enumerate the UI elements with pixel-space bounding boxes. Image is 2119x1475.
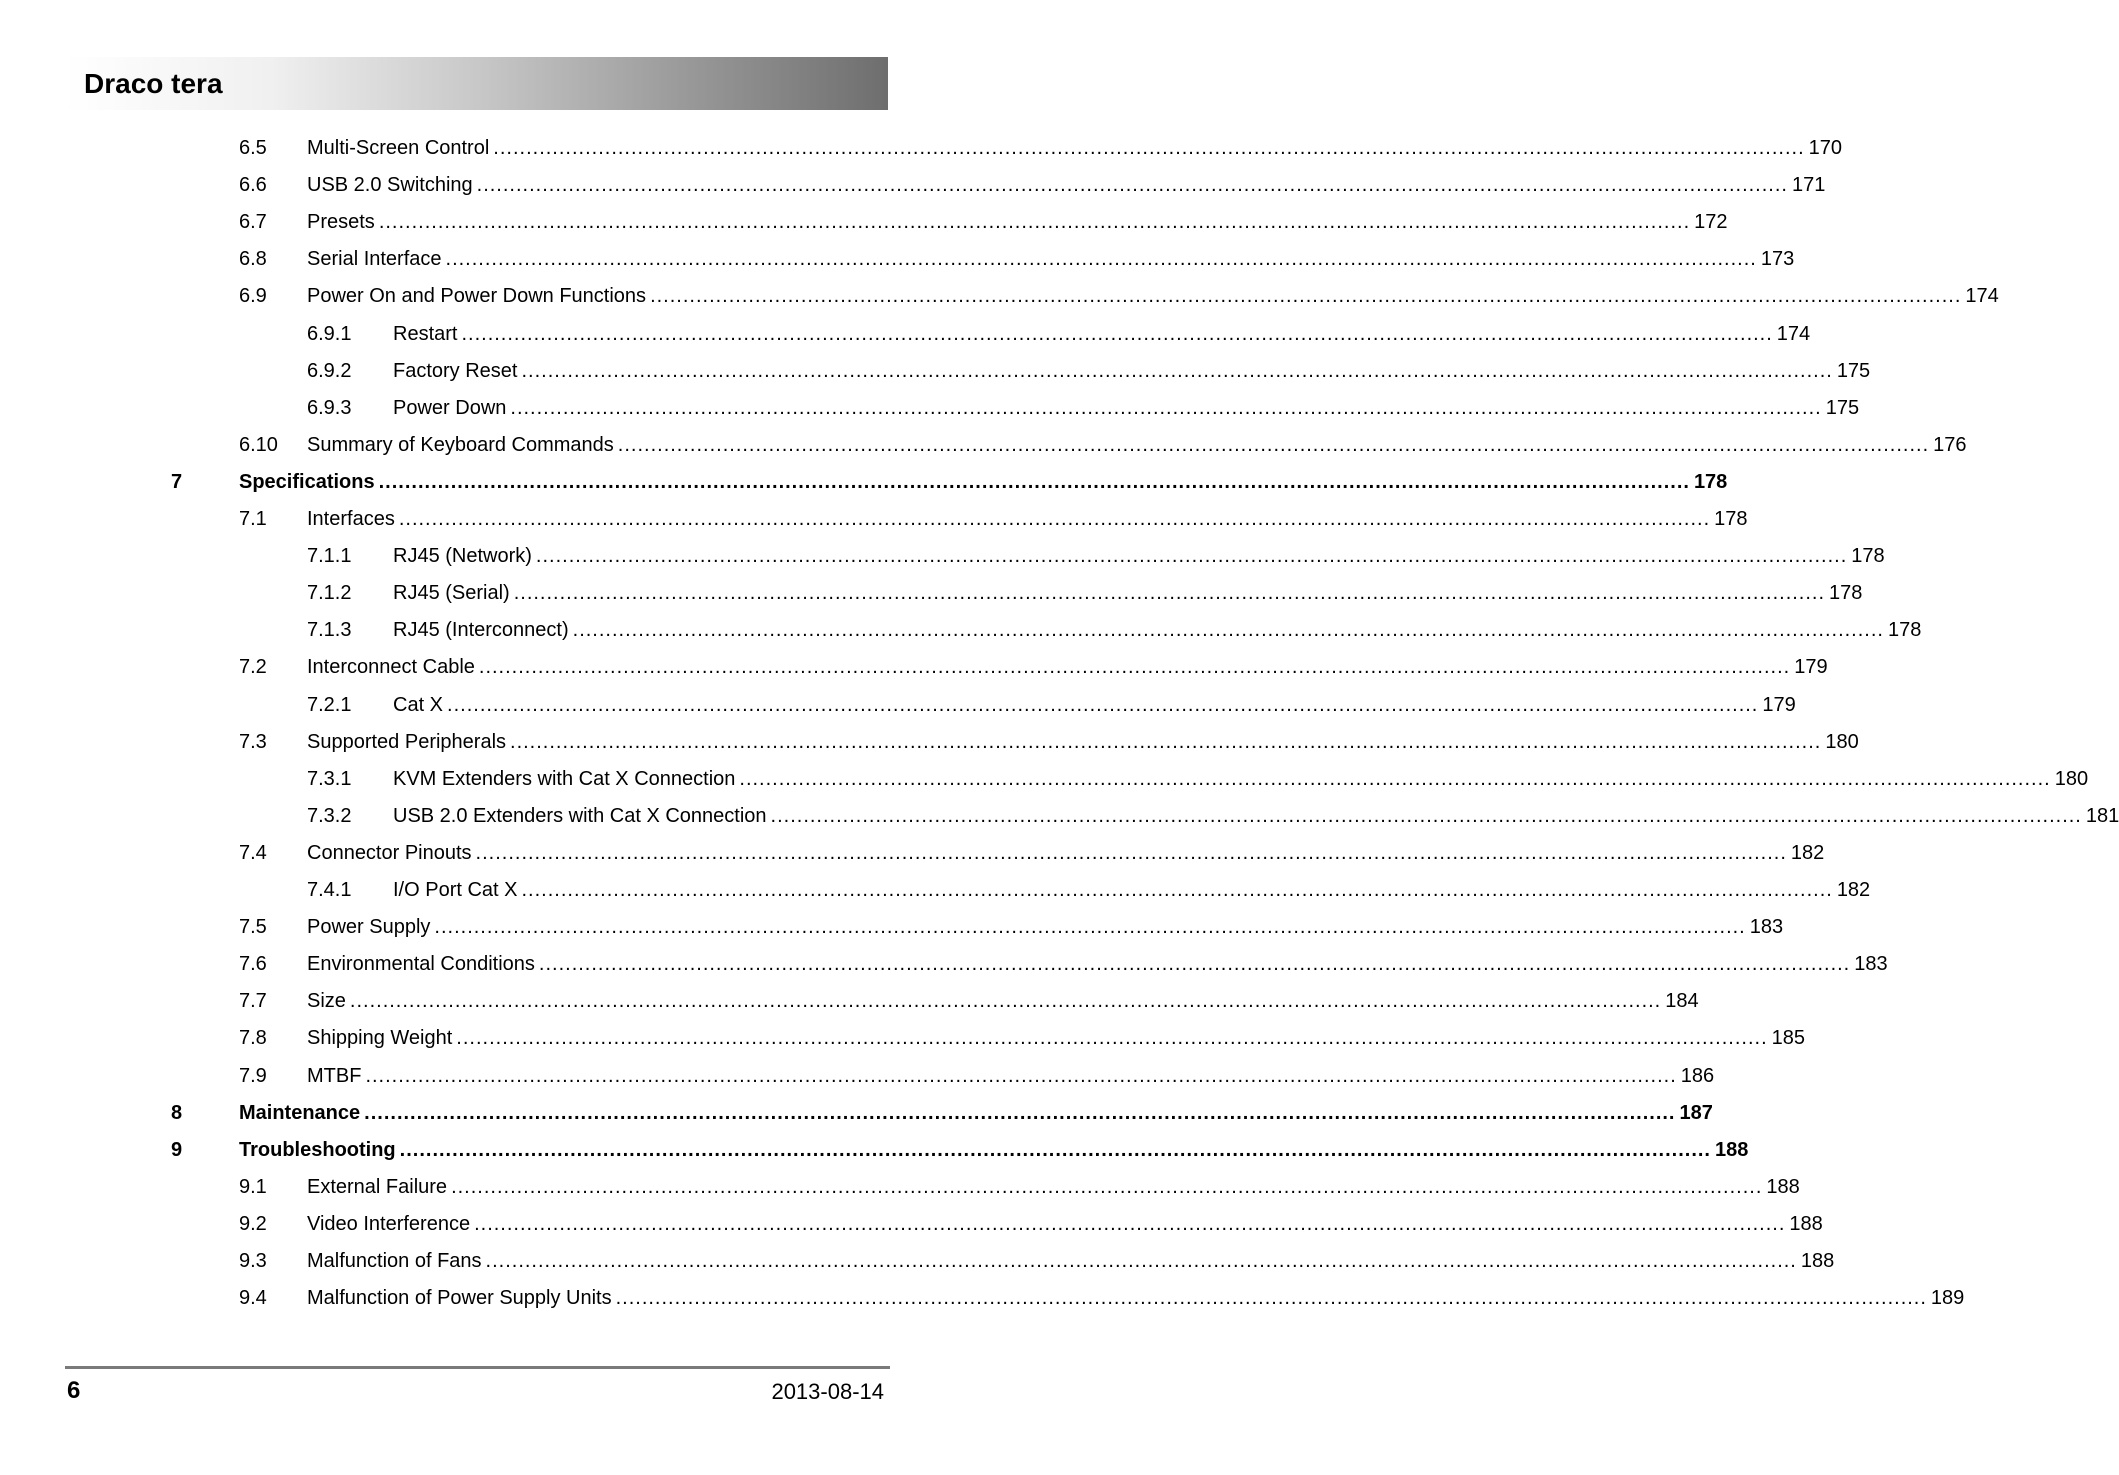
- toc-entry-page: 182: [1790, 842, 1825, 864]
- toc-entry-number: 7.8: [239, 1027, 267, 1049]
- dot-leader: ........................................................................................................................................................................................................: [510, 397, 1822, 419]
- toc-entry-page: 178: [1714, 508, 1748, 530]
- toc-entry-number: 6.9.1: [307, 323, 352, 345]
- toc-entry-title: Size: [307, 990, 346, 1012]
- toc-entry-number: 7.3.2: [307, 805, 352, 827]
- dot-leader: ........................................................................................................................................................................................................: [451, 1176, 1763, 1198]
- toc-entry[interactable]: [0, 538, 1885, 575]
- dot-leader: ........................................................................................................................................................................................................: [434, 916, 1746, 938]
- toc-entry[interactable]: [0, 1169, 1800, 1206]
- page-number: 6: [67, 1377, 81, 1404]
- dot-leader: ........................................................................................................................................................................................................: [478, 656, 1791, 678]
- toc-entry-body: [307, 130, 1842, 167]
- toc-entry-title: Malfunction of Fans: [307, 1250, 482, 1272]
- toc-entry-number: 8: [171, 1102, 183, 1124]
- toc-entry-page: 180: [1825, 731, 1859, 753]
- toc-entry-page: 178: [1829, 582, 1863, 604]
- toc-entry[interactable]: [0, 1132, 1749, 1169]
- toc-entry[interactable]: [0, 390, 1860, 427]
- toc-entry[interactable]: [0, 316, 1811, 353]
- toc-entry-page: 187: [1679, 1102, 1713, 1124]
- toc-entry-title: Connector Pinouts: [307, 842, 472, 864]
- toc-entry-number: 7.1: [239, 508, 267, 530]
- toc-entry-number: 7.5: [239, 916, 267, 938]
- toc-entry-body: [239, 1095, 1713, 1132]
- toc-entry-title: Malfunction of Power Supply Units: [307, 1287, 612, 1309]
- toc-entry-title: KVM Extenders with Cat X Connection: [393, 768, 736, 790]
- toc-entry-number: 7.6: [239, 953, 267, 975]
- toc-entry-body: [307, 835, 1825, 872]
- toc-entry[interactable]: [0, 464, 1728, 501]
- dot-leader: ........................................................................................................................................................................................................: [474, 1213, 1786, 1235]
- toc-entry[interactable]: [0, 167, 1826, 204]
- toc-entry-number: 6.9.2: [307, 360, 352, 382]
- toc-entry-page: 175: [1825, 397, 1860, 419]
- toc-entry-page: 180: [2054, 768, 2089, 790]
- toc-entry[interactable]: [0, 278, 1999, 315]
- toc-entry[interactable]: [0, 241, 1795, 278]
- toc-entry-page: 178: [1887, 619, 1922, 641]
- toc-entry-title: Power On and Power Down Functions: [307, 285, 647, 307]
- toc-entry-title: I/O Port Cat X: [393, 879, 518, 901]
- toc-entry-body: [307, 241, 1795, 278]
- toc-entry-title: Video Interference: [307, 1213, 471, 1235]
- toc-entry-page: 184: [1665, 990, 1699, 1012]
- toc-entry-title: Serial Interface: [307, 248, 442, 270]
- toc-entry-number: 7.1.2: [307, 582, 352, 604]
- toc-entry-body: [307, 1058, 1715, 1095]
- toc-entry-body: [393, 687, 1796, 724]
- dot-leader: ........................................................................................................................................................................................................: [461, 323, 1773, 345]
- toc-entry-number: 9: [171, 1139, 183, 1161]
- toc-entry-number: 7.2: [239, 656, 267, 678]
- toc-entry-page: 176: [1933, 434, 1967, 456]
- toc-entry[interactable]: [0, 872, 1871, 909]
- toc-entry-title: Shipping Weight: [307, 1027, 453, 1049]
- toc-entry-title: Power Supply: [307, 916, 431, 938]
- dot-leader: ........................................................................................................................................................................................................: [378, 471, 1690, 493]
- toc-entry-number: 7.9: [239, 1065, 267, 1087]
- toc-entry-body: [393, 761, 2089, 798]
- toc-entry-body: [393, 872, 1871, 909]
- toc-entry[interactable]: [0, 204, 1728, 241]
- toc-entry-body: [239, 464, 1728, 501]
- toc-entry-page: 179: [1762, 694, 1796, 716]
- toc-entry-page: 178: [1851, 545, 1885, 567]
- toc-entry[interactable]: [0, 687, 1796, 724]
- dot-leader: ........................................................................................................................................................................................................: [364, 1102, 1676, 1124]
- dot-leader: ........................................................................................................................................................................................................: [521, 360, 1833, 382]
- toc-entry-title: Factory Reset: [393, 360, 518, 382]
- dot-leader: ........................................................................................................................................................................................................: [615, 1287, 1927, 1309]
- toc-entry[interactable]: [0, 909, 1784, 946]
- toc-entry-body: [393, 353, 1871, 390]
- dot-leader: ........................................................................................................................................................................................................: [445, 248, 1757, 270]
- toc-entry-title: USB 2.0 Switching: [307, 174, 473, 196]
- dot-leader: ........................................................................................................................................................................................................: [535, 545, 1848, 567]
- toc-entry-body: [307, 724, 1859, 761]
- toc-entry-title: Supported Peripherals: [307, 731, 507, 753]
- toc-entry-page: 174: [1776, 323, 1811, 345]
- toc-entry[interactable]: [0, 130, 1842, 167]
- toc-entry-number: 7.7: [239, 990, 267, 1012]
- toc-entry-page: 178: [1693, 471, 1728, 493]
- dot-leader: ........................................................................................................................................................................................................: [650, 285, 1962, 307]
- toc-entry[interactable]: [0, 983, 1699, 1020]
- toc-entry-body: [307, 1169, 1800, 1206]
- dot-leader: ........................................................................................................................................................................................................: [456, 1027, 1768, 1049]
- toc-entry-body: [307, 946, 1888, 983]
- toc-entry-body: [393, 612, 1922, 649]
- toc-entry-body: [307, 649, 1828, 686]
- toc-entry-page: 188: [1789, 1213, 1823, 1235]
- footer-date: 2013-08-14: [771, 1379, 884, 1404]
- toc-entry-number: 6.9: [239, 285, 267, 307]
- toc-entry-number: 6.10: [239, 434, 278, 456]
- toc-entry-body: [307, 983, 1699, 1020]
- toc-entry-body: [393, 538, 1885, 575]
- toc-entry[interactable]: [0, 427, 1967, 464]
- toc-entry-body: [393, 575, 1863, 612]
- toc-entry-page: 185: [1771, 1027, 1805, 1049]
- dot-leader: ........................................................................................................................................................................................................: [513, 582, 1826, 604]
- dot-leader: ........................................................................................................................................................................................................: [770, 805, 2082, 827]
- toc-entry-body: [307, 909, 1784, 946]
- dot-leader: ........................................................................................................................................................................................................: [365, 1065, 1677, 1087]
- toc-entry[interactable]: [0, 1058, 1715, 1095]
- toc-entry[interactable]: [0, 649, 1828, 686]
- toc-entry-title: Interfaces: [307, 508, 395, 530]
- toc-entry-page: 188: [1714, 1139, 1749, 1161]
- toc-entry-title: Cat X: [393, 694, 444, 716]
- toc-entry-page: 173: [1760, 248, 1795, 270]
- dot-leader: ........................................................................................................................................................................................................: [521, 879, 1833, 901]
- toc-entry-page: 179: [1794, 656, 1828, 678]
- toc-entry-number: 7.2.1: [307, 694, 352, 716]
- toc-entry-page: 171: [1791, 174, 1826, 196]
- toc-entry-body: [307, 204, 1728, 241]
- toc-entry-number: 9.3: [239, 1250, 267, 1272]
- toc-entry-number: 7.4.1: [307, 879, 352, 901]
- dot-leader: ........................................................................................................................................................................................................: [485, 1250, 1797, 1272]
- toc-entry-title: Environmental Conditions: [307, 953, 535, 975]
- toc-entry[interactable]: [0, 1280, 1965, 1317]
- dot-leader: ........................................................................................................................................................................................................: [378, 211, 1691, 233]
- toc-entry-page: 170: [1808, 137, 1842, 159]
- footer-rule: [65, 1366, 890, 1369]
- toc-entry-title: RJ45 (Serial): [393, 582, 510, 604]
- toc-entry-number: 7.3: [239, 731, 267, 753]
- toc-entry-number: 7: [171, 471, 183, 493]
- toc-entry[interactable]: [0, 798, 2119, 835]
- toc-entry-body: [239, 1132, 1749, 1169]
- toc-entry[interactable]: [0, 946, 1888, 983]
- dot-leader: ........................................................................................................................................................................................................: [398, 508, 1711, 530]
- dot-leader: ........................................................................................................................................................................................................: [399, 1139, 1711, 1161]
- toc-entry-page: 175: [1836, 360, 1871, 382]
- toc-entry-title: RJ45 (Network): [393, 545, 532, 567]
- toc-entry-title: Maintenance: [239, 1102, 361, 1124]
- toc-entry-body: [393, 316, 1811, 353]
- toc-entry-number: 7.3.1: [307, 768, 352, 790]
- toc-entry[interactable]: [0, 501, 1748, 538]
- toc-entry[interactable]: [0, 353, 1871, 390]
- toc-entry-number: 9.2: [239, 1213, 267, 1235]
- toc-entry-title: Summary of Keyboard Commands: [307, 434, 614, 456]
- toc-entry-number: 7.1.3: [307, 619, 352, 641]
- toc-entry-page: 183: [1854, 953, 1888, 975]
- toc-entry-title: USB 2.0 Extenders with Cat X Connection: [393, 805, 767, 827]
- document-title: Draco tera: [84, 68, 223, 99]
- toc-entry-number: 9.4: [239, 1287, 267, 1309]
- toc-entry-body: [307, 1243, 1835, 1280]
- dot-leader: ........................................................................................................................................................................................................: [510, 731, 1822, 753]
- toc-entry[interactable]: [0, 1243, 1835, 1280]
- toc-entry-body: [307, 501, 1748, 538]
- toc-entry-body: [307, 427, 1967, 464]
- dot-leader: ........................................................................................................................................................................................................: [538, 953, 1851, 975]
- toc-entry[interactable]: [0, 724, 1859, 761]
- toc-entry-body: [393, 798, 2119, 835]
- toc-entry-title: Troubleshooting: [239, 1139, 396, 1161]
- dot-leader: ........................................................................................................................................................................................................: [475, 842, 1787, 864]
- toc-entry[interactable]: [0, 1095, 1713, 1132]
- toc-entry[interactable]: [0, 1206, 1823, 1243]
- toc-entry[interactable]: [0, 575, 1863, 612]
- toc-entry-number: 9.1: [239, 1176, 267, 1198]
- toc-entry-page: 172: [1694, 211, 1728, 233]
- toc-entry-page: 188: [1766, 1176, 1800, 1198]
- dot-leader: ........................................................................................................................................................................................................: [447, 694, 1759, 716]
- toc-entry-title: Interconnect Cable: [307, 656, 475, 678]
- toc-entry-title: External Failure: [307, 1176, 448, 1198]
- toc-entry-title: Power Down: [393, 397, 507, 419]
- toc-entry-number: 6.7: [239, 211, 267, 233]
- dot-leader: ........................................................................................................................................................................................................: [572, 619, 1884, 641]
- toc-entry-page: 189: [1930, 1287, 1965, 1309]
- toc-entry[interactable]: [0, 835, 1825, 872]
- toc-entry[interactable]: [0, 761, 2089, 798]
- toc-entry-number: 6.8: [239, 248, 267, 270]
- toc-entry-number: 6.9.3: [307, 397, 352, 419]
- toc-entry-page: 183: [1749, 916, 1784, 938]
- toc-entry-body: [307, 1280, 1965, 1317]
- toc-entry-number: 7.4: [239, 842, 267, 864]
- dot-leader: ........................................................................................................................................................................................................: [476, 174, 1788, 196]
- toc-entry-page: 188: [1800, 1250, 1835, 1272]
- header-band: [65, 57, 888, 110]
- toc-entry-number: 6.6: [239, 174, 267, 196]
- toc-entry-body: [393, 390, 1860, 427]
- toc-entry-page: 182: [1836, 879, 1871, 901]
- toc-entry-title: RJ45 (Interconnect): [393, 619, 569, 641]
- toc-entry-number: 7.1.1: [307, 545, 352, 567]
- toc-entry-title: Restart: [393, 323, 458, 345]
- toc-entry-body: [307, 278, 1999, 315]
- dot-leader: ........................................................................................................................................................................................................: [739, 768, 2051, 790]
- toc-entry-title: Specifications: [239, 471, 375, 493]
- dot-leader: ........................................................................................................................................................................................................: [617, 434, 1930, 456]
- toc-entry-title: MTBF: [307, 1065, 362, 1087]
- toc-entry[interactable]: [0, 612, 1922, 649]
- toc-entry-number: 6.5: [239, 137, 267, 159]
- toc-entry-page: 174: [1965, 285, 1999, 307]
- toc-entry-body: [307, 1020, 1805, 1057]
- toc-entry-body: [307, 1206, 1823, 1243]
- toc-entry[interactable]: [0, 1020, 1805, 1057]
- toc-entry-page: 186: [1680, 1065, 1715, 1087]
- dot-leader: ........................................................................................................................................................................................................: [493, 137, 1805, 159]
- toc-entry-title: Presets: [307, 211, 375, 233]
- toc-entry-title: Multi-Screen Control: [307, 137, 490, 159]
- toc-entry-body: [307, 167, 1826, 204]
- toc-entry-page: 181: [2085, 805, 2119, 827]
- dot-leader: ........................................................................................................................................................................................................: [349, 990, 1662, 1012]
